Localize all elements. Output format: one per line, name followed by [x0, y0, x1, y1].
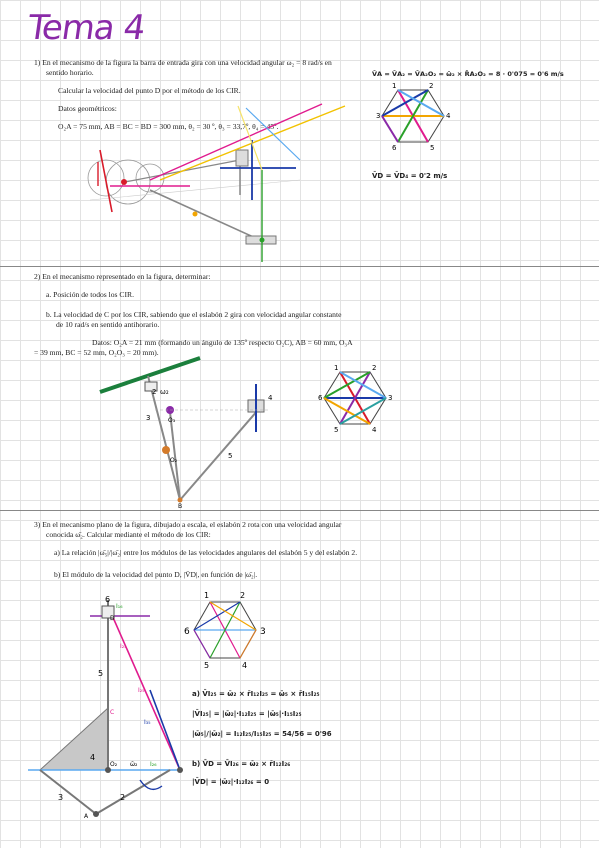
p2-label-4: 4 — [268, 394, 273, 402]
p1-question-cont: sentido horario. — [46, 68, 94, 77]
p2-part-b-cont: de 10 rad/s en sentido antihorario. — [56, 320, 160, 329]
p3-cir-hexagon — [184, 591, 266, 670]
p3-label-i16: I₁₆ — [116, 603, 123, 610]
p3-label-d: D — [110, 615, 115, 622]
p1-geo-data: O₂A = 75 mm, AB = BC = BD = 300 mm, θ₂ = 30 º, θ₃ = 33,7º, θ₄ = 45º. — [58, 122, 279, 131]
p3-mechanism-figure — [28, 595, 183, 820]
p1-hex-label-6: 6 — [392, 144, 397, 152]
p3-label-3: 3 — [58, 793, 64, 802]
p3-label-i35: I₃₅ — [144, 719, 151, 726]
p2-mechanism-figure — [100, 358, 273, 510]
p2-label-2: 2 — [152, 388, 157, 396]
p1-hex-label-4: 4 — [446, 112, 451, 120]
p2-part-b: b. La velocidad de C por los CIR, sabiendo que el eslabón 2 gira con velocidad angular constante — [46, 310, 342, 319]
p3-hex-label-1: 1 — [204, 591, 210, 600]
p2-hex-label-6: 6 — [318, 394, 323, 402]
p3-question-cont: conocida ω̄₂. Calcular mediante el método de los CIR: — [46, 530, 211, 539]
p3-hw-line4: b) V̄D = V̄I₂₆ = ω̄₂ × r̄I₁₂I₂₆ — [192, 760, 291, 768]
p3-part-b: b) El módulo de la velocidad del punto D, |V̄D|, en función de |ω̄₂|. — [54, 570, 258, 579]
p3-hex-label-5: 5 — [204, 661, 210, 670]
p2-label-b: B — [178, 503, 183, 510]
p3-label-i25-top: I₂₅ — [120, 643, 127, 650]
p1-mechanism-figure — [88, 104, 345, 262]
p2-label-o2: O₂ — [170, 457, 178, 464]
p3-hw-line5: |V̄D| = |ω̄₂|·I₁₂I₂₆ = 0 — [192, 778, 270, 786]
p1-hex-label-5: 5 — [430, 144, 435, 152]
p3-label-o2: O₂ — [110, 761, 118, 768]
p2-part-a: a. Posición de todos los CIR. — [46, 290, 134, 299]
p1-cir-hexagon — [376, 82, 451, 152]
p3-hex-label-3: 3 — [260, 627, 266, 637]
p1-question: 1) En el mecanismo de la figura la barra de entrada gira con una velocidad angular ω₂ = 8 rad/s en — [34, 58, 332, 67]
p1-hex-label-1: 1 — [392, 82, 397, 90]
p3-label-c: C — [110, 709, 115, 716]
p3-label-2: 2 — [120, 793, 126, 802]
p2-label-3: 3 — [146, 414, 151, 422]
p1-geo-label: Datos geométricos: — [58, 104, 117, 113]
p3-label-4: 4 — [90, 753, 96, 762]
p1-hex-label-3: 3 — [376, 112, 381, 120]
p2-question: 2) En el mecanismo representado en la figura, determinar: — [34, 272, 211, 281]
p3-hex-label-6: 6 — [184, 627, 190, 637]
p3-label-omega2: ω̄₂ — [130, 761, 138, 768]
p3-label-i26: I₂₆ — [150, 761, 157, 768]
p3-question: 3) En el mecanismo plano de la figura, dibujado a escala, el eslabón 2 rota con una velocidad angular — [34, 520, 342, 529]
p2-hex-label-5: 5 — [334, 426, 339, 434]
p3-label-5: 5 — [98, 669, 104, 678]
page-title: Tema 4 — [25, 8, 148, 48]
p2-cir-hexagon — [318, 364, 392, 434]
p3-hw-line3: |ω̄₅|/|ω̄₂| = I₁₂I₂₅/I₁₅I₂₅ = 54/56 = 0'96 — [192, 730, 332, 738]
p3-label-a: A — [84, 813, 89, 820]
p3-label-6: 6 — [105, 595, 111, 604]
p3-label-i25: I₂₅ — [138, 687, 145, 694]
p3-hw-line2: |V̄I₂₅| = |ω̄₂|·I₁₂I₂₅ = |ω̄₅|·I₁₅I₂₅ — [192, 710, 302, 718]
p1-handwritten-vd: V̄D = V̄D₄ = 0'2 m/s — [372, 172, 448, 180]
p3-hex-label-2: 2 — [240, 591, 246, 600]
p2-hex-label-1: 1 — [334, 364, 339, 372]
p2-data: Datos: O₂A = 21 mm (formando un ángulo de 135º respecto O₂C), AB = 60 mm, O₃A — [92, 338, 353, 347]
p2-hex-label-4: 4 — [372, 426, 377, 434]
p2-label-o3: O₃ — [168, 417, 176, 424]
p2-data-cont: = 39 mm, BC = 52 mm, O₂O₃ = 20 mm). — [34, 348, 159, 357]
p2-hex-label-2: 2 — [372, 364, 377, 372]
p3-part-a: a) La relación |ω̄₅|/|ω̄₂| entre los módulos de las velocidades angulares del eslabón 5 y del eslabón 2. — [54, 548, 358, 557]
p2-label-5: 5 — [228, 452, 233, 460]
p3-hw-line1: a) V̄I₂₅ = ω̄₂ × r̄I₁₂I₂₅ = ω̄₅ × r̄I₁₅I₂₅ — [192, 690, 320, 698]
p3-hex-label-4: 4 — [242, 661, 248, 670]
p1-hex-label-2: 2 — [429, 82, 434, 90]
p2-label-omega2: ω₂ — [160, 388, 169, 396]
p1-handwritten-va: V̄A = V̄A₂ = V̄A₂O₂ = ω̄₂ × R̄A₂O₂ = 8 · 0'075 = 0'6 m/s — [372, 70, 564, 78]
p1-task: Calcular la velocidad del punto D por el método de los CIR. — [58, 86, 241, 95]
p2-hex-label-3: 3 — [388, 394, 393, 402]
